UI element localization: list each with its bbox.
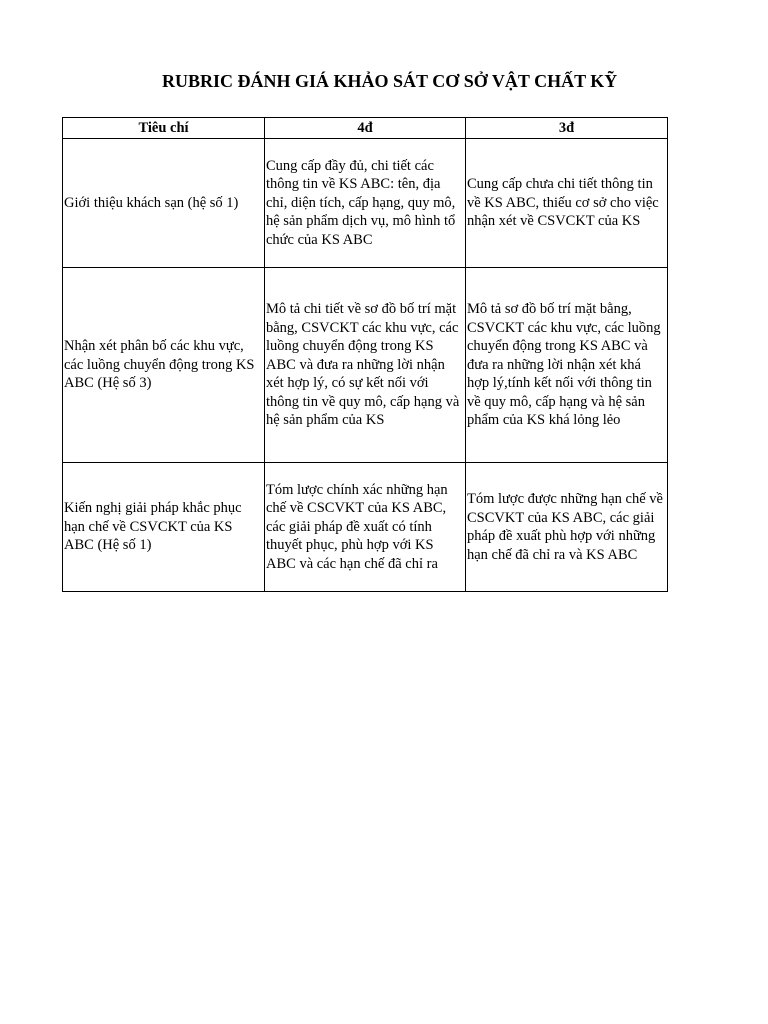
table-header-row <box>63 118 668 139</box>
score-3-cell: Cung cấp chưa chi tiết thông tin về KS ABC, thiếu cơ sở cho việc nhận xét về CSVCKT của KS <box>466 139 668 268</box>
column-header-4-points: 4đ <box>265 118 466 139</box>
score-4-cell: Mô tả chi tiết về sơ đồ bố trí mặt bằng, CSVCKT các khu vực, các luồng chuyển động trong KS ABC và đưa ra những lời nhận xét hợp lý, có sự kết nối với thông tin về quy mô, cấp hạng và hệ sản phẩm của KS <box>265 268 466 463</box>
score-3-cell: Tóm lược được những hạn chế về CSCVKT của KS ABC, các giải pháp đề xuất phù hợp với những hạn chế đã chỉ ra và KS ABC <box>466 463 668 592</box>
criteria-cell: Kiến nghị giải pháp khắc phục hạn chế về CSVCKT của KS ABC (Hệ số 1) <box>63 463 265 592</box>
rubric-table <box>62 117 668 592</box>
document-title: RUBRIC ĐÁNH GIÁ KHẢO SÁT CƠ SỞ VẬT CHẤT KỸ <box>162 71 618 91</box>
table-row <box>63 139 668 268</box>
score-3-cell: Mô tả sơ đồ bố trí mặt bằng, CSVCKT các khu vực, các luồng chuyển động trong KS ABC và đưa ra những lời nhận xét khá hợp lý,tính kết nối với thông tin về quy mô, cấp hạng và hệ sản phẩm của KS khá lỏng lẻo <box>466 268 668 463</box>
score-4-cell: Tóm lược chính xác những hạn chế về CSCVKT của KS ABC, các giải pháp đề xuất có tính thuyết phục, phù hợp với KS ABC và các hạn chế đã chỉ ra <box>265 463 466 592</box>
criteria-cell: Nhận xét phân bố các khu vực, các luồng chuyển động trong KS ABC (Hệ số 3) <box>63 268 265 463</box>
column-header-criteria: Tiêu chí <box>63 118 265 139</box>
table-row <box>63 268 668 463</box>
table-row <box>63 463 668 592</box>
score-4-cell: Cung cấp đầy đủ, chi tiết các thông tin về KS ABC: tên, địa chỉ, diện tích, cấp hạng, quy mô, hệ sản phẩm dịch vụ, mô hình tổ chức của KS ABC <box>265 139 466 268</box>
column-header-3-points: 3đ <box>466 118 668 139</box>
criteria-cell: Giới thiệu khách sạn (hệ số 1) <box>63 139 265 268</box>
